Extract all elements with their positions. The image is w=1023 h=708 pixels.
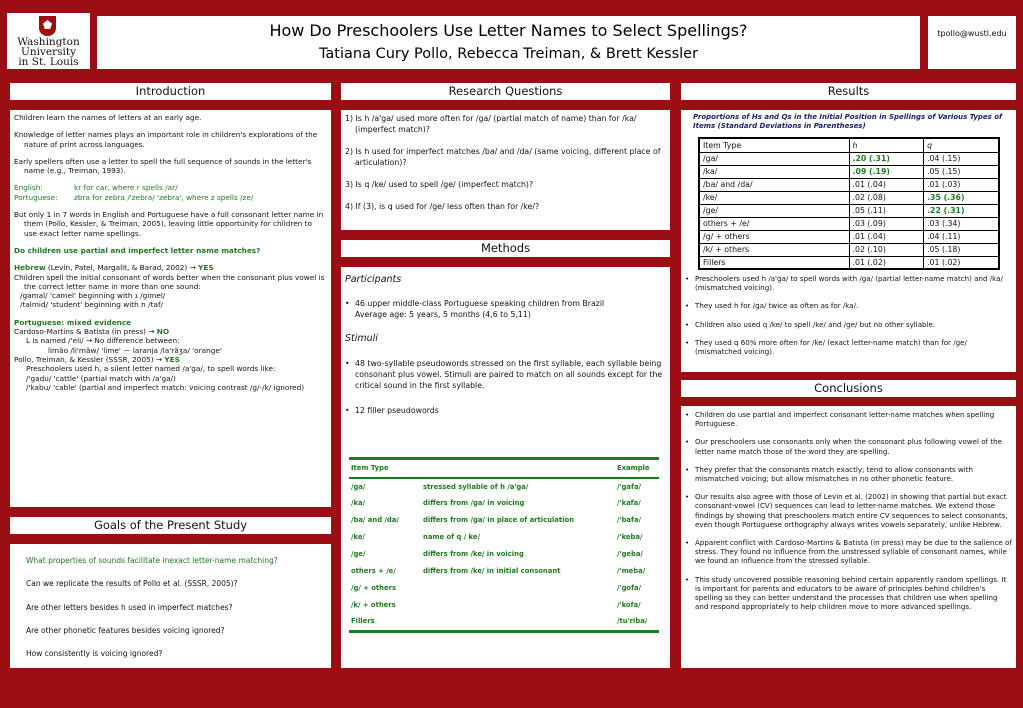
conclusion-bullet: • Apparent conflict with Cardoso-Martins & Batista (in press) may be due to the salience of stress. They found no influence from the unstressed syllable of consonant names, while we found an influence from the stressed syllable. [685, 538, 1012, 566]
conclusions-heading: Conclusions [681, 380, 1016, 397]
title-banner [97, 16, 920, 69]
table-row: /ge/ differs from /ke/ in voicing /'geba/ [351, 550, 643, 559]
research-q1: 1) Is h /a'ga/ used more often for /ga/ (partial match of name) than for /ka/ (imperfect match)? [345, 114, 637, 134]
table-row: /ke/ name of q / ke/ /'keba/ [351, 533, 643, 542]
table-row: /ga/ .20 (.31) .04 (.15) [699, 152, 999, 165]
table-row: /ba/ and /da/ .01 (.04) .01 (.03) [699, 178, 999, 191]
cm-l: L is named /'eli/ → No difference between: [26, 336, 180, 346]
research-q2: 2) Is h used for imperfect matches /ba/ and /da/ (same voicing, different place of articulation)? [345, 147, 661, 167]
table-header-row [349, 459, 659, 479]
pollo-evidence: Pollo, Treiman, & Kessler (SSSR, 2005) → YES [14, 354, 180, 364]
table-header-cell [421, 459, 615, 479]
intro-p4: But only 1 in 7 words in English and Portuguese have a full consonant letter name in them (Pollo, Kessler, & Treiman, 2005), leaving little opportunity for children to use exact letter name spellings. [14, 210, 324, 238]
methods-heading: Methods [341, 240, 670, 257]
conclusion-bullet: • This study uncovered possible reasoning behind certain apparently random spellings. It is important for parents and educators to be aware of principles behind children's spelling so they can better understand the processes that children use when spelling and respond appropriately to help children move to more advanced spellings. [685, 575, 1012, 612]
conclusion-bullet: • Our preschoolers use consonants only when the consonant plus following vowel of the letter name match those of the word they are spelling. [685, 437, 1012, 455]
research-q4: 4) If (3), is q used for /ge/ less often than for /ke/? [345, 202, 540, 211]
stimuli-label: Stimuli [345, 333, 378, 345]
results-bullet: • Preschoolers used h /a'ga/ to spell words with /ga/ (partial letter-name match) and /ka/ (mismatched voicing). [685, 274, 1012, 292]
conclusion-bullet: • Our results also agree with those of Levin et al. (2002) in showing that partial but exact consonant-vowel (CV) sequences can lead to letter-name matches. We extend those findings by showing that preschoolers match entire CV sequences to select consonants, even though Portuguese orthography always writes vowels separately, unlike Hebrew. [685, 492, 1012, 529]
hebrew-ex2: /talmid/ 'student' beginning with ת /taf/ [20, 300, 163, 310]
goal-item: Are other letters besides h used in imperfect matches? [26, 602, 233, 612]
goals-heading: Goals of the Present Study [10, 517, 331, 534]
table-row: /ke/ .02 (.08) .35 (.36) [699, 191, 999, 204]
hebrew-desc: Children spell the initial consonant of words better when the consonant plus vowel is the correct letter name in more than one sound: [14, 272, 325, 291]
pollo-ex2: /'kabu/ 'cable' (partial and imperfect match: voicing contrast /g/-/k/ ignored) [26, 382, 305, 392]
hebrew-evidence: Hebrew (Levin, Patel, Margalit, & Barad, 2002) → YES [14, 263, 214, 273]
goal-item: Are other phonetic features besides voicing ignored? [26, 625, 225, 635]
intro-p2: Knowledge of letter names plays an important role in children's explorations of the nature of print across languages. [14, 130, 318, 149]
logo-line: University [20, 46, 77, 58]
english-example: English: kr for car, where r spells /ar/ [14, 183, 178, 193]
table-row: /g/ + others /'gofa/ [351, 584, 642, 593]
research-heading: Research Questions [341, 83, 670, 100]
cm-example: limão /li'mãw/ 'lime' — laranja /la'rãʒa/ 'orange' [48, 345, 222, 355]
goal-item: What properties of sounds facilitate inexact letter-name matching? [26, 556, 278, 565]
conclusions-panel [681, 406, 1016, 668]
results-caption: Proportions of Hs and Qs in the Initial Position in Spellings of Various Types of Items (Standard Deviations in Parentheses) [693, 113, 1003, 130]
research-panel [341, 110, 670, 230]
table-row: /ka/ differs from /ga/ in voicing /'kafa/ [351, 499, 641, 508]
conclusion-bullet: • Children do use partial and imperfect consonant letter-name matches when spelling Portuguese. [685, 410, 1012, 428]
pollo-ex1: /'gadu/ 'cattle' (partial match with /a'ga/) [26, 373, 176, 383]
intro-question: Do children use partial and imperfect letter name matches? [14, 245, 261, 255]
goals-panel [10, 544, 331, 668]
results-bullet: • They used h for /ga/ twice as often as for /ka/. [685, 301, 1012, 310]
table-header-cell: Item Type [349, 459, 421, 479]
results-panel [681, 110, 1016, 372]
goal-item: How consistently is voicing ignored? [26, 649, 163, 659]
proportions-table [698, 137, 1000, 270]
logo-line: in St. Louis [18, 56, 79, 68]
pollo-desc: Preschoolers used h, a silent letter named /a'ga/, to spell words like: [26, 364, 276, 374]
poster-title: How Do Preschoolers Use Letter Names to Select Spellings? [269, 21, 748, 40]
intro-heading: Introduction [10, 83, 331, 100]
shield-icon [39, 16, 56, 36]
conclusion-bullet: • They prefer that the consonants match exactly; tend to allow consonants with mismatched voicing; but allow mismatches in no other phonetic feature. [685, 465, 1012, 483]
university-logo [7, 13, 90, 69]
table-row: /k/ + others /'kofa/ [351, 601, 641, 610]
intro-p1: Children learn the names of letters at an early age. [14, 113, 202, 122]
contact-email: tpollo@wustl.edu [928, 16, 1016, 69]
table-row: Fillers .01 (.02) .01 (.02) [699, 256, 999, 269]
table-row: /k/ + others .02 (.10) .05 (.18) [699, 243, 999, 256]
table-header-cell: Item Type [699, 138, 849, 152]
table-header-cell: q [924, 138, 999, 152]
conclusions-bullets [685, 410, 1012, 611]
table-row: others + /e/ differs from /ke/ in initial consonant /'meba/ [351, 567, 646, 576]
research-q3: 3) Is q /ke/ used to spell /ge/ (imperfect match)? [345, 180, 534, 189]
table-header-row [699, 138, 999, 152]
poster-authors: Tatiana Cury Pollo, Rebecca Treiman, & Brett Kessler [318, 46, 699, 62]
table-row: Fillers /tu'riba/ [349, 614, 659, 631]
table-row: /ge/ .05 (.11) .22 (.31) [699, 204, 999, 217]
table-row: /g/ + others .01 (.04) .04 (.11) [699, 230, 999, 243]
results-bullets [685, 274, 1012, 356]
methods-panel [341, 267, 670, 668]
goal-item: Can we replicate the results of Pollo et al. (SSSR, 2005)? [26, 579, 238, 589]
table-header-cell: h [849, 138, 924, 152]
portuguese-example: Portuguese: zbra for zebra /'zebra/ 'zebra', where z spells /ze/ [14, 192, 254, 202]
cm-evidence: Cardoso-Martins & Batista (in press) → NO [14, 327, 170, 337]
logo-line: Washington [17, 36, 80, 48]
hebrew-ex1: /gamal/ 'camel' beginning with ג /gimel/ [20, 291, 166, 301]
results-bullet: • They used q 60% more often for /ke/ (exact letter-name match) than for /ge/ (mismatched voicing). [685, 338, 1012, 356]
stimuli-bullet: • 48 two-syllable pseudowords stressed on the first syllable, each syllable being consonant plus vowel. Stimuli are paired to match on all sounds except for the critical sound in the first syllable. [345, 358, 666, 391]
item-types-table [349, 457, 659, 633]
intro-p3: Early spellers often use a letter to spell the full sequence of sounds in the letter's name (e.g., Treiman, 1993). [14, 156, 312, 176]
intro-panel [10, 110, 331, 507]
table-row: /ka/ .09 (.19) .05 (.15) [699, 165, 999, 178]
participants-label: Participants [345, 274, 402, 285]
table-row: others + /e/ .03 (.09) .03 (.34) [699, 217, 999, 230]
table-row: /ba/ and /da/ differs from /ga/ in place of articulation /'bafa/ [351, 516, 642, 525]
participants-bullet: • 46 upper middle-class Portuguese speaking children from Brazil Average age: 5 years, 5 months (4,6 to 5,11) [345, 298, 666, 320]
table-row: /ga/ stressed syllable of h /a'ga/ /'gafa/ [351, 482, 642, 491]
portuguese-mixed: Portuguese: mixed evidence [14, 317, 132, 327]
table-header-cell: Example [615, 459, 659, 479]
results-heading: Results [681, 83, 1016, 100]
stimuli-bullet: • 12 filler pseudowords [345, 405, 666, 416]
results-bullet: • Children also used q /ke/ to spell /ke/ and /ge/ but no other syllable. [685, 320, 1012, 329]
